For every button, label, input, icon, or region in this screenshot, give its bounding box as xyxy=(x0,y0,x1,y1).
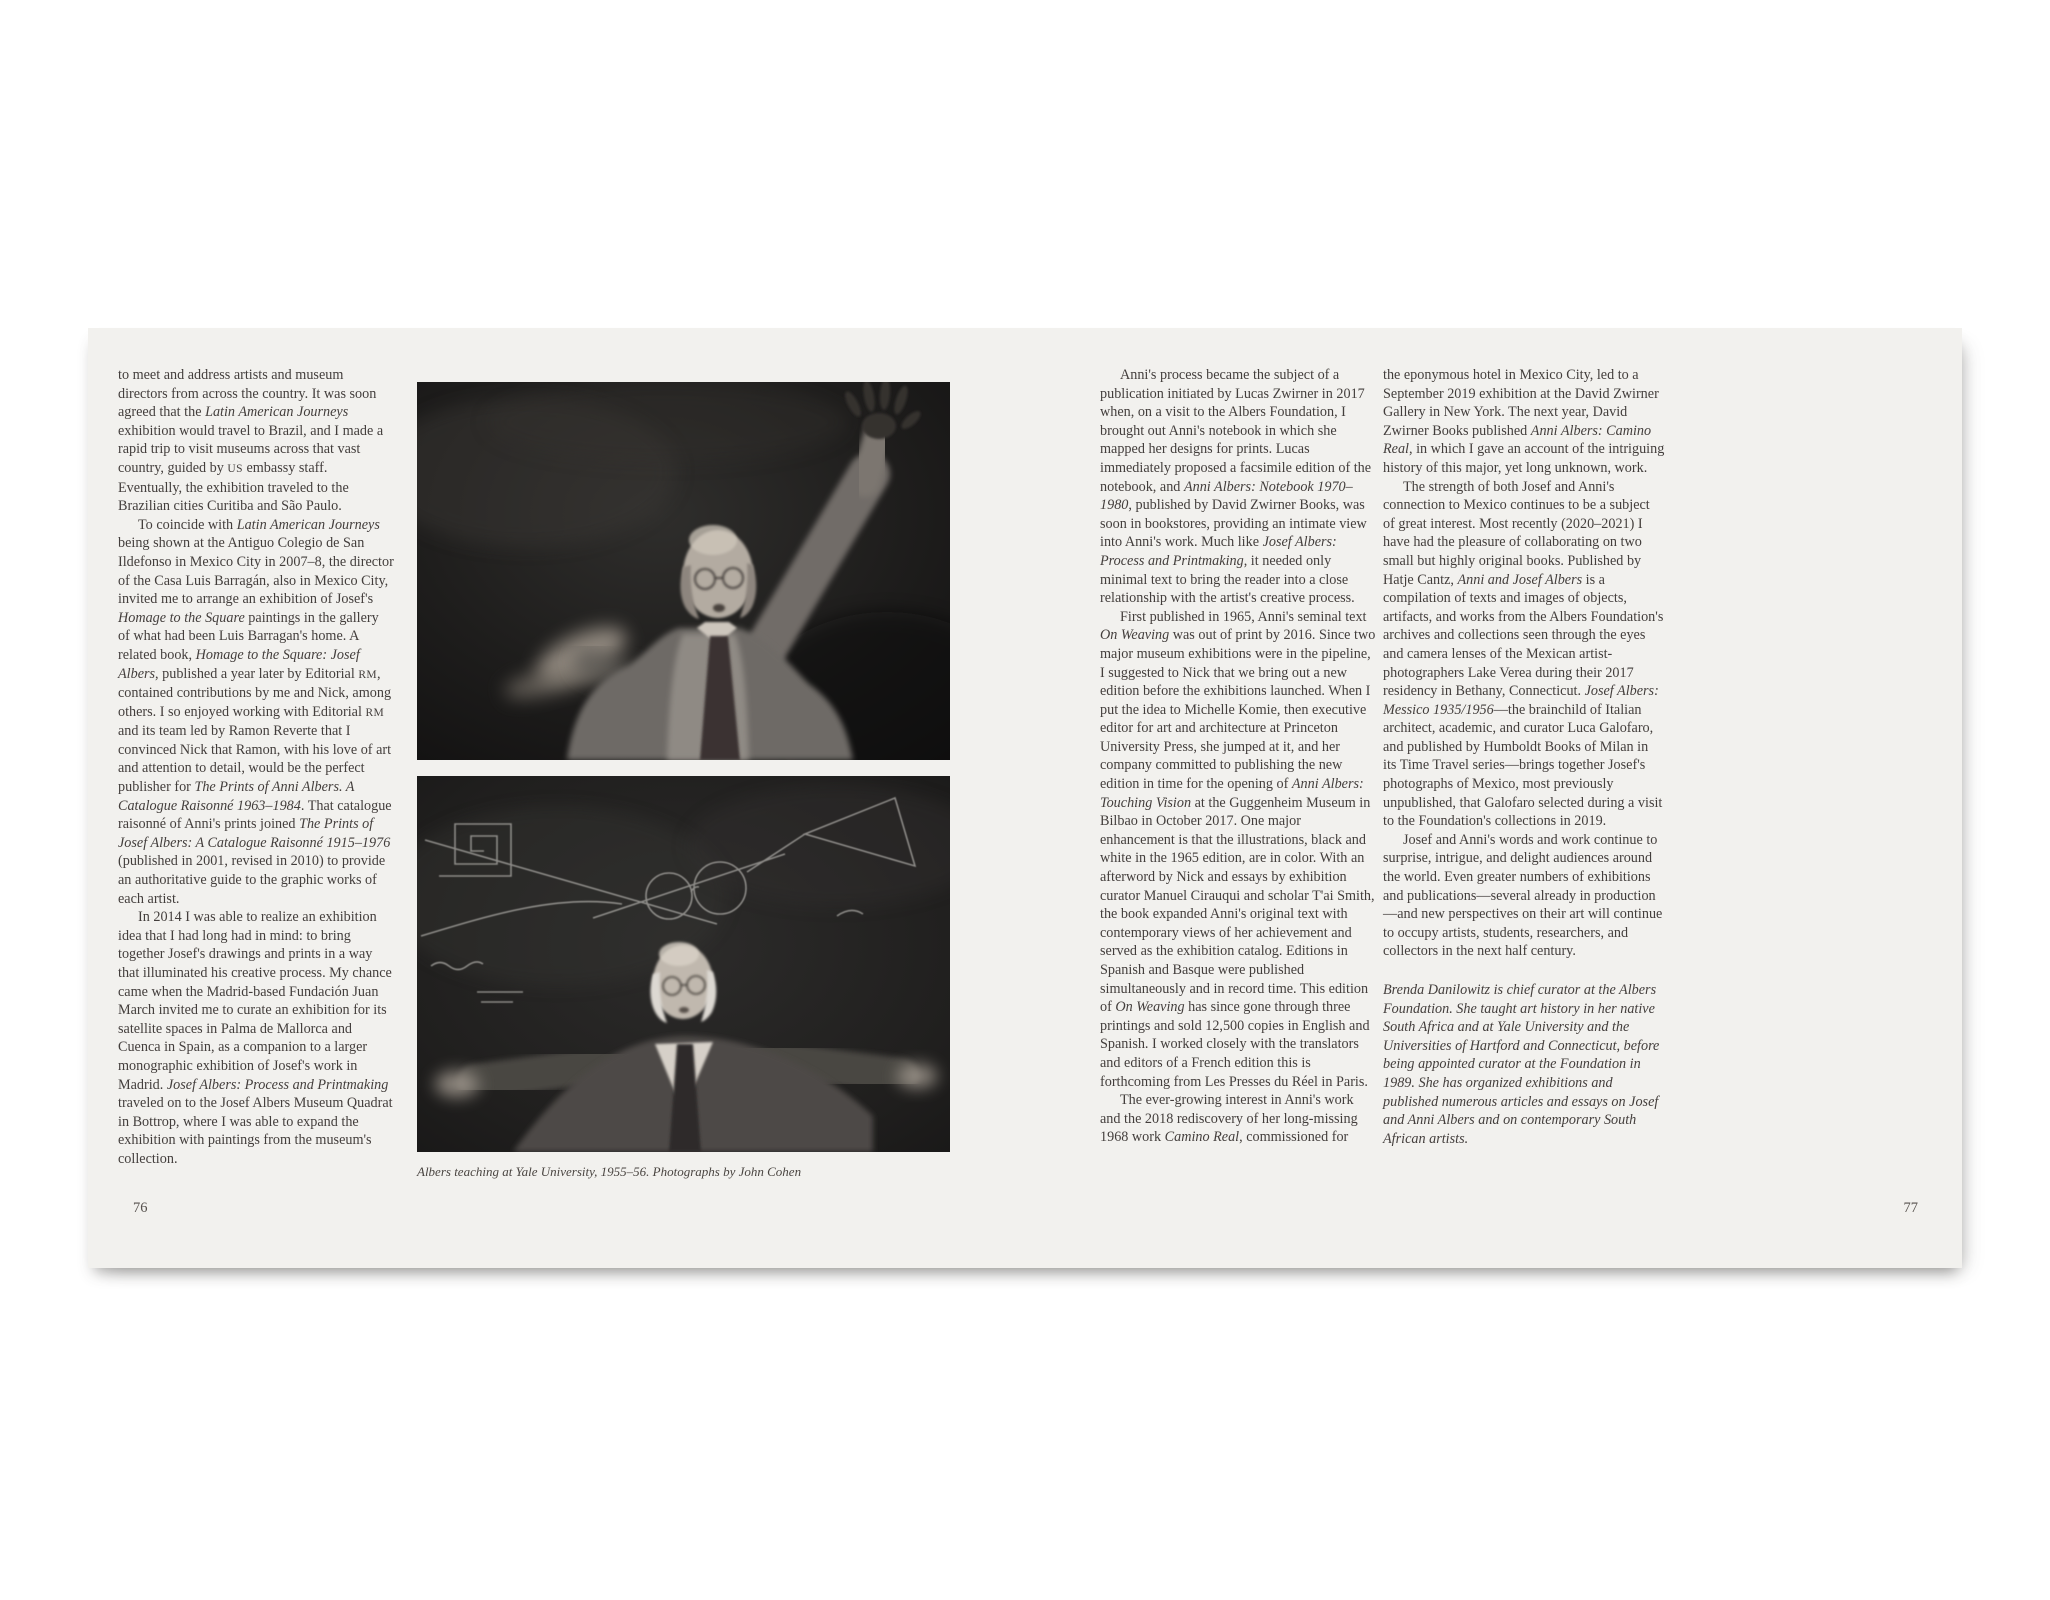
photo-top-illustration xyxy=(417,382,950,760)
paragraph: The ever-growing interest in Anni's work and the 2018 rediscovery of her long-missing 1968 work Camino Real, commissioned for xyxy=(1100,1092,1358,1146)
right-page-text-column-2 xyxy=(1383,366,1665,1148)
photo-albers-blackboard-top xyxy=(417,382,950,760)
paragraph: to meet and address artists and museum directors from across the country. It was soon agreed that the Latin American Journeys exhibition would travel to Brazil, and I made a rapid trip to visit museums across that vast country, guided by US embassy staff. Eventually, the exhibition traveled to the Brazilian cities Curitiba and São Paulo. xyxy=(118,367,384,515)
page-number-77: 77 xyxy=(1903,1200,1918,1216)
book-spread xyxy=(88,328,1962,1268)
paragraph: Brenda Danilowitz is chief curator at the Albers Foundation. She taught art history in her native South Africa and at Yale University and the Universities of Hartford and Connecticut, before being appointed curator at the Foundation in 1989. She has organized exhibitions and published numerous articles and essays on Josef and Anni Albers and on contemporary South African artists. xyxy=(1383,982,1660,1147)
paragraph: Josef and Anni's words and work continue to surprise, intrigue, and delight audiences around the world. Even greater numbers of exhibitions and publications—several already in production—and new perspectives on their art will continue to occupy artists, students, researchers, and collectors in the next half century. xyxy=(1383,831,1663,960)
paragraph: In 2014 I was able to realize an exhibition idea that I had long had in mind: to bring together Josef's drawings and prints in a way that illuminated his creative process. My chance came when the Madrid-based Fundación Juan March invited me to curate an exhibition for its satellite spaces in Palma de Mallorca and Cuenca in Spain, as a companion to a larger monographic exhibition of Josef's work in Madrid. Josef Albers: Process and Printmaking traveled on to the Josef Albers Museum Quadrat in Bottrop, where I was able to expand the exhibition with paintings from the museum's collection. xyxy=(118,909,393,1167)
paragraph: the eponymous hotel in Mexico City, led to a September 2019 exhibition at the David Zwirner Gallery in New York. The next year, David Zwirner Books published Anni Albers: Camino Real, in which I gave an account of the intriguing history of this major, yet long unknown, work. xyxy=(1383,367,1665,476)
right-page-text-column-1 xyxy=(1100,366,1376,1147)
photo-bottom-illustration xyxy=(417,776,950,1152)
left-page-text-column xyxy=(118,366,394,1169)
page-number-76: 76 xyxy=(133,1200,148,1216)
paragraph: The strength of both Josef and Anni's connection to Mexico continues to be a subject of great interest. Most recently (2020–2021) I have had the pleasure of collaborating on two small but highly original books. Published by Hatje Cantz, Anni and Josef Albers is a compilation of texts and images of objects, artifacts, and works from the Albers Foundation's archives and collections seen through the eyes and camera lenses of the Mexican artist-photographers Lake Verea during their 2017 residency in Bethany, Connecticut. Josef Albers: Messico 1935/1956—the brainchild of Italian architect, academic, and curator Luca Galofaro, and published by Humboldt Books of Milan in its Time Travel series—brings together Josef's photographs of Mexico, most previously unpublished, that Galofaro selected during a visit to the Foundation's collections in 2019. xyxy=(1383,478,1664,830)
paragraph: First published in 1965, Anni's seminal text On Weaving was out of print by 2016. Since two major museum exhibitions were in the pipeline, I suggested to Nick that we bring out a new edition before the exhibitions launched. When I put the idea to Michelle Komie, then executive editor for art and architecture at Princeton University Press, she jumped at it, and her company committed to publishing the new edition in time for the opening of Anni Albers: Touching Vision at the Guggenheim Museum in Bilbao in October 2017. One major enhancement is that the illustrations, black and white in the 1965 edition, are in color. With an afterword by Nick and essays by exhibition curator Manuel Cirauqui and scholar T'ai Smith, the book expanded Anni's original text with contemporary views of her achievement and served as the exhibition catalog. Editions in Spanish and Basque were published simultaneously and in record time. This edition of On Weaving has since gone through three printings and sold 12,500 copies in English and Spanish. I worked closely with the translators and editors of a French edition this is forthcoming from Les Presses du Réel in Paris. xyxy=(1100,608,1376,1090)
photo-caption: Albers teaching at Yale University, 1955–56. Photographs by John Cohen xyxy=(417,1164,802,1179)
paragraph: To coincide with Latin American Journeys being shown at the Antiguo Colegio de San Ildefonso in Mexico City in 2007–8, the director of the Casa Luis Barragán, also in Mexico City, invited me to arrange an exhibition of Josef's Homage to the Square paintings in the gallery of what had been Luis Barragan's home. A related book, Homage to the Square: Josef Albers, published a year later by Editorial RM, contained contributions by me and Nick, among others. I so enjoyed working with Editorial RM and its team led by Ramon Reverte that I convinced Nick that Ramon, with his love of art and attention to detail, would be the perfect publisher for The Prints of Anni Albers. A Catalogue Raisonné 1963–1984. That catalogue raisonné of Anni's prints joined The Prints of Josef Albers: A Catalogue Raisonné 1915–1976 (published in 2001, revised in 2010) to provide an authoritative guide to the graphic works of each artist. xyxy=(118,516,394,907)
paragraph: Anni's process became the subject of a publication initiated by Lucas Zwirner in 2017 when, on a visit to the Albers Foundation, I brought out Anni's notebook in which she mapped her designs for prints. Lucas immediately proposed a facsimile edition of the notebook, and Anni Albers: Notebook 1970–1980, published by David Zwirner Books, was soon in bookstores, providing an intimate view into Anni's work. Much like Josef Albers: Process and Printmaking, it needed only minimal text to bring the reader into a close relationship with the artist's creative process. xyxy=(1100,367,1372,607)
photo-albers-blackboard-bottom xyxy=(417,776,950,1152)
